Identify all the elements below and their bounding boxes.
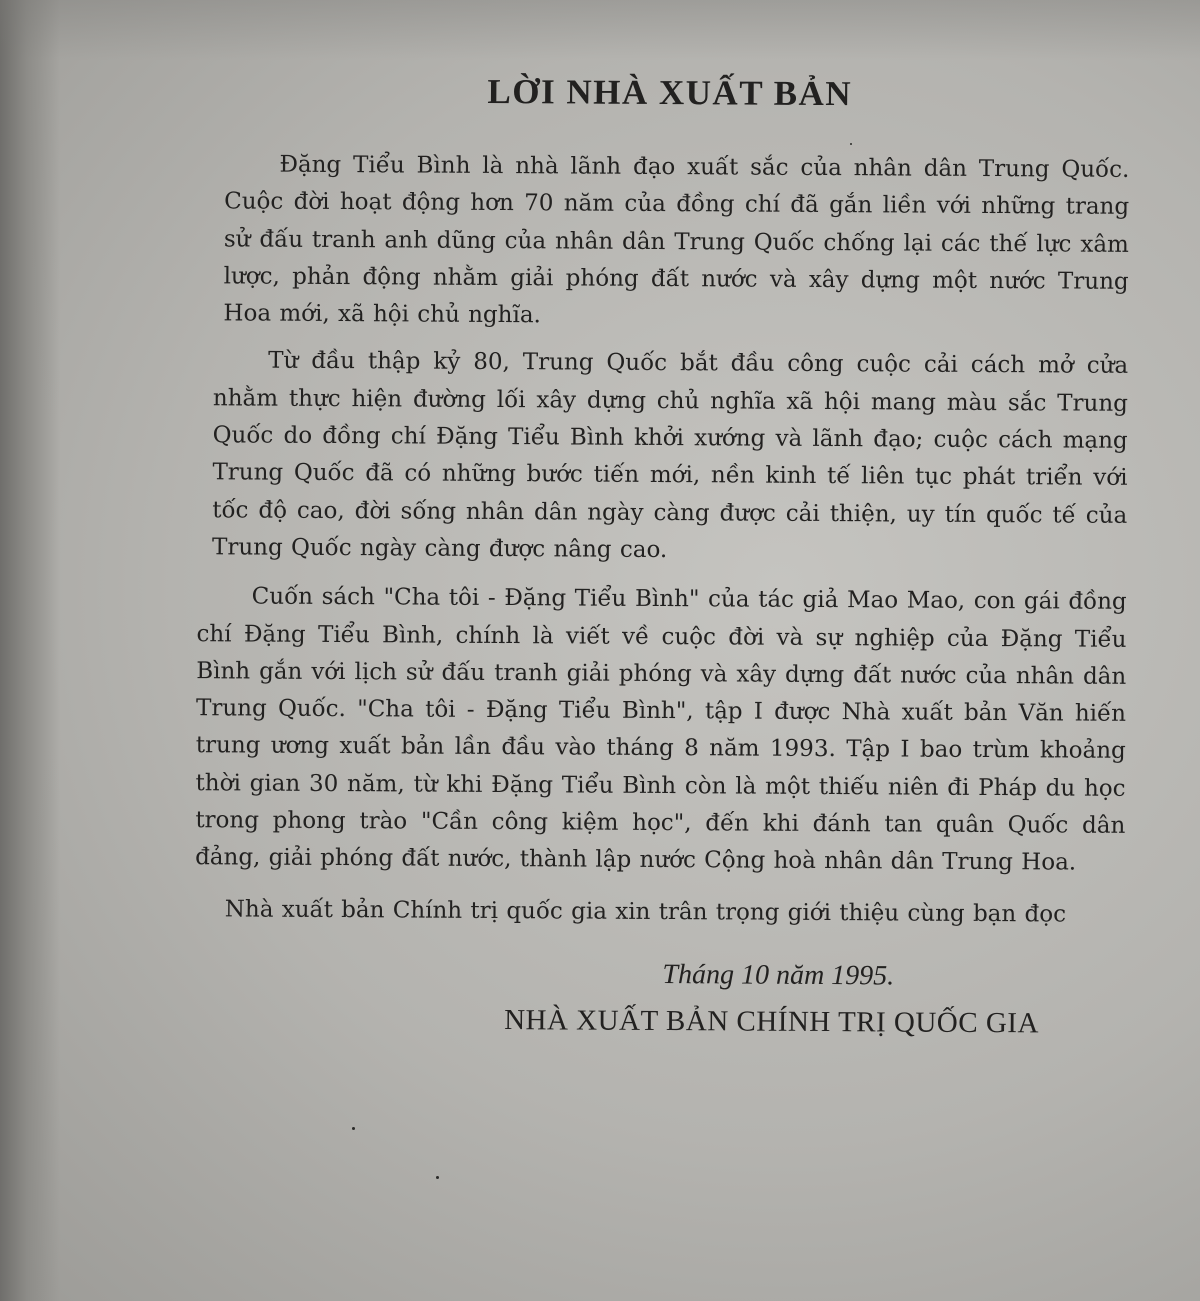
date-line: Tháng 10 năm 1995. (662, 958, 895, 992)
page-edge-shadow (0, 0, 60, 1301)
paragraph-3: Cuốn sách "Cha tôi - Đặng Tiểu Bình" của tác giả Mao Mao, con gái đồng chí Đặng Tiểu Bình, chính là viết về cuộc đời và sự nghiệp của Đặng Tiểu Bình gắn với lịch sử đấu tranh giải phóng và xây dựng đất nước của nhân dân Trung Quốc. "Cha tôi - Đặng Tiểu Bình", tập I được Nhà xuất bản Văn hiến trung ương xuất bản lần đầu vào tháng 8 năm 1993. Tập I bao trùm khoảng thời gian 30 năm, từ khi Đặng Tiểu Bình còn là một thiếu niên đi Pháp du học trong phong trào "Cần công kiệm học", đến khi đánh tan quân Quốc dân đảng, giải phóng đất nước, thành lập nước Cộng hoà nhân dân Trung Hoa. (195, 583, 1127, 876)
page-title: LỜI NHÀ XUẤT BẢN (487, 71, 853, 114)
publisher-signature: NHÀ XUẤT BẢN CHÍNH TRỊ QUỐC GIA (504, 1003, 1040, 1040)
speck-mark (850, 143, 852, 145)
paragraph-4: Nhà xuất bản Chính trị quốc gia xin trân trọng giới thiệu cùng bạn đọc (224, 895, 1067, 928)
speck-mark (436, 1176, 439, 1179)
text-block (164, 60, 1130, 1041)
paragraph-1: Đặng Tiểu Bình là nhà lãnh đạo xuất sắc của nhân dân Trung Quốc. Cuộc đời hoạt động hơn 70 năm của đồng chí đã gắn liền với những trang sử đấu tranh anh dũng của nhân dân Trung Quốc chống lại các thế lực xâm lược, phản động nhằm giải phóng đất nước và xây dựng một nước Trung Hoa mới, xã hội chủ nghĩa. (223, 151, 1130, 329)
paragraph-2: Từ đầu thập kỷ 80, Trung Quốc bắt đầu công cuộc cải cách mở cửa nhằm thực hiện đường lối xây dựng chủ nghĩa xã hội mang màu sắc Trung Quốc do đồng chí Đặng Tiểu Bình khởi xướng và lãnh đạo; cuộc cách mạng Trung Quốc đã có những bước tiến mới, nền kinh tế liên tục phát triển với tốc độ cao, đời sống nhân dân ngày càng được cải thiện, uy tín quốc tế của Trung Quốc ngày càng được nâng cao. (211, 348, 1129, 564)
speck-mark (352, 1127, 355, 1130)
top-shadow (0, 0, 1200, 60)
